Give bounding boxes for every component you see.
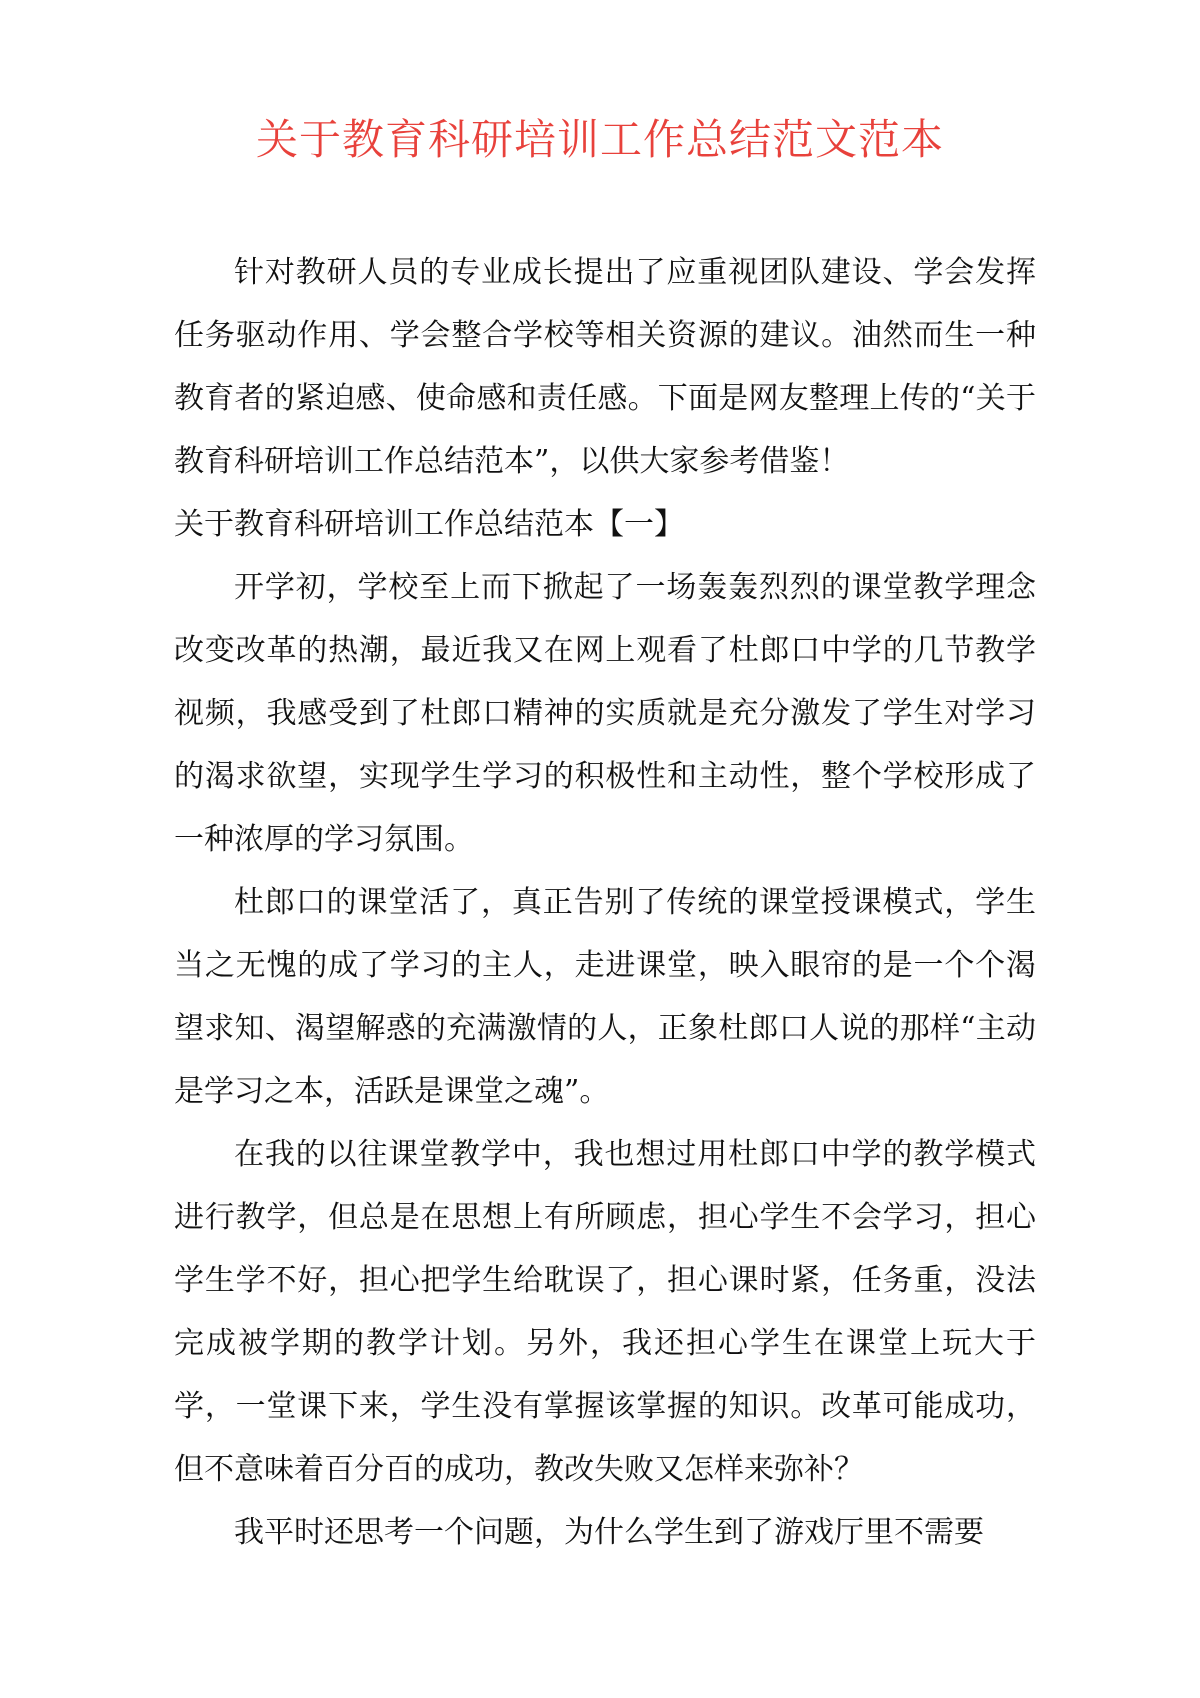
paragraph-2: 杜郎口的课堂活了，真正告别了传统的课堂授课模式，学生当之无愧的成了学习的主人，走进课堂，映入眼帘的是一个个渴望求知、渴望解惑的充满激情的人，正象杜郎口人说的那样“主动是学习之本，活跃是课堂之魂”。 [174, 885, 1036, 1109]
paragraph-4: 我平时还思考一个问题，为什么学生到了游戏厅里不需要 [234, 1515, 984, 1550]
paragraph-3: 在我的以往课堂教学中，我也想过用杜郎口中学的教学模式进行教学，但总是在思想上有所顾虑，担心学生不会学习，担心学生学不好，担心把学生给耽误了，担心课时紧，任务重，没法完成被学期的教学计划。另外，我还担心学生在课堂上玩大于学，一堂课下来，学生没有掌握该掌握的知识。改革可能成功，但不意味着百分百的成功，教改失败又怎样来弥补？ [174, 1137, 1036, 1487]
page-title: 关于教育科研培训工作总结范文范本 [255, 115, 944, 164]
document-body [174, 241, 1036, 1564]
section-heading: 关于教育科研培训工作总结范本【一】 [174, 507, 684, 542]
paragraph-intro: 针对教研人员的专业成长提出了应重视团队建设、学会发挥任务驱动作用、学会整合学校等相关资源的建议。油然而生一种教育者的紧迫感、使命感和责任感。下面是网友整理上传的“关于教育科研培训工作总结范本”，以供大家参考借鉴！ [174, 255, 1036, 479]
paragraph-1: 开学初，学校至上而下掀起了一场轰轰烈烈的课堂教学理念改变改革的热潮，最近我又在网上观看了杜郎口中学的几节教学视频，我感受到了杜郎口精神的实质就是充分激发了学生对学习的渴求欲望，实现学生学习的积极性和主动性，整个学校形成了一种浓厚的学习氛围。 [174, 570, 1036, 857]
